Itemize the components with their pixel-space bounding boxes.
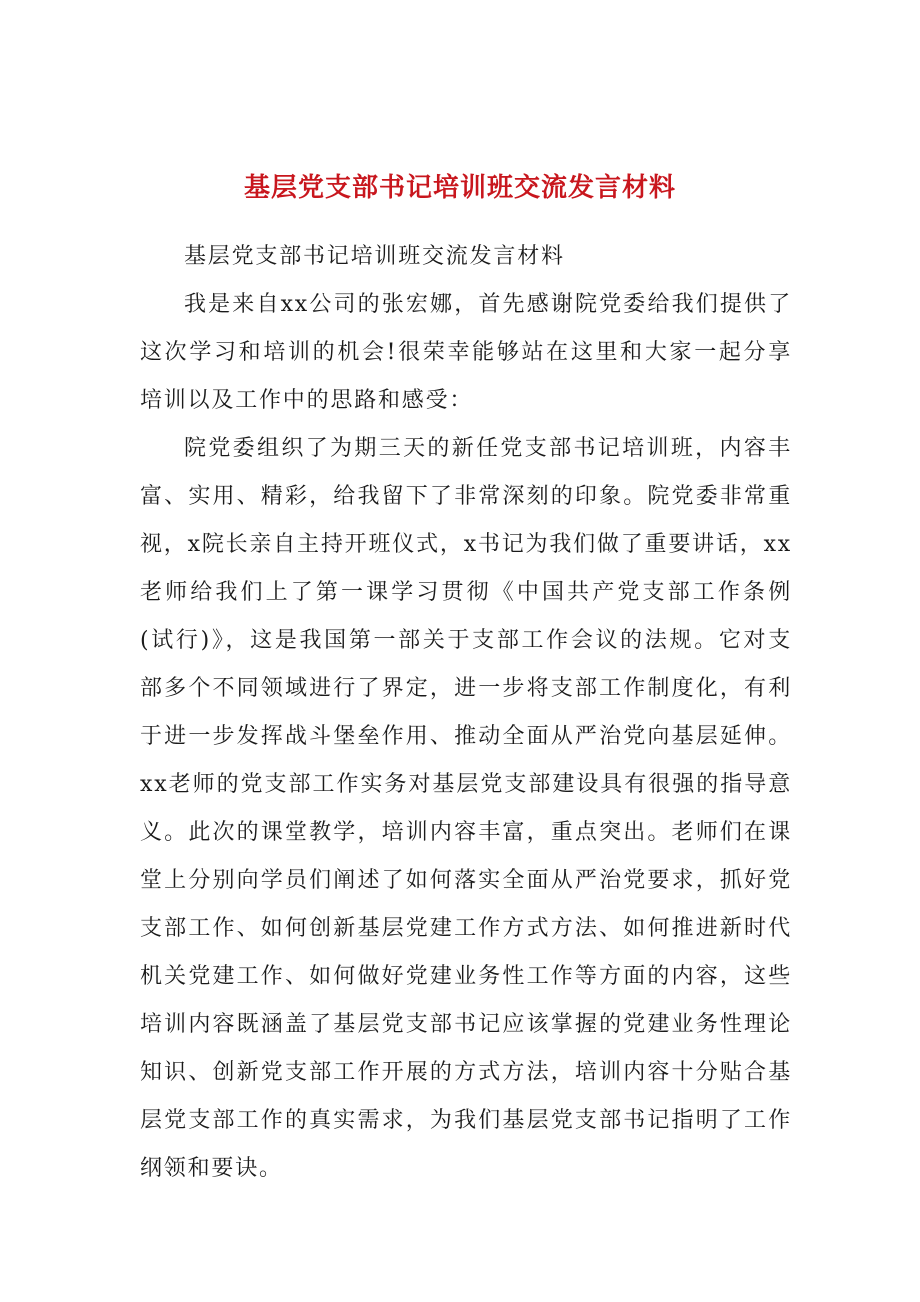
document-title: 基层党支部书记培训班交流发言材料 xyxy=(243,173,676,203)
paragraph-intro: 我是来自xx公司的张宏娜，首先感谢院党委给我们提供了这次学习和培训的机会!很荣幸能够站在这里和大家一起分享培训以及工作中的思路和感受： xyxy=(140,292,792,413)
paragraph-main: 院党委组织了为期三天的新任党支部书记培训班，内容丰富、实用、精彩，给我留下了非常深刻的印象。院党委非常重视，x院长亲自主持开班仪式，x书记为我们做了重要讲话，xx老师给我们上了第一课学习贯彻《中国共产党支部工作条例(试行)》，这是我国第一部关于支部工作会议的法规。它对支部多个不同领域进行了界定，进一步将支部工作制度化，有利于进一步发挥战斗堡垒作用、推动全面从严治党向基层延伸。xx老师的党支部工作实务对基层党支部建设具有很强的指导意义。此次的课堂教学，培训内容丰富，重点突出。老师们在课堂上分别向学员们阐述了如何落实全面从严治党要求，抓好党支部工作、如何创新基层党建工作方式方法、如何推进新时代机关党建工作、如何做好党建业务性工作等方面的内容，这些培训内容既涵盖了基层党支部书记应该掌握的党建业务性理论知识、创新党支部工作开展的方式方法，培训内容十分贴合基层党支部工作的真实需求，为我们基层党支部书记指明了工作纲领和要诀。 xyxy=(140,436,792,1181)
paragraph-subtitle: 基层党支部书记培训班交流发言材料 xyxy=(184,244,565,269)
document-body xyxy=(140,233,792,1193)
